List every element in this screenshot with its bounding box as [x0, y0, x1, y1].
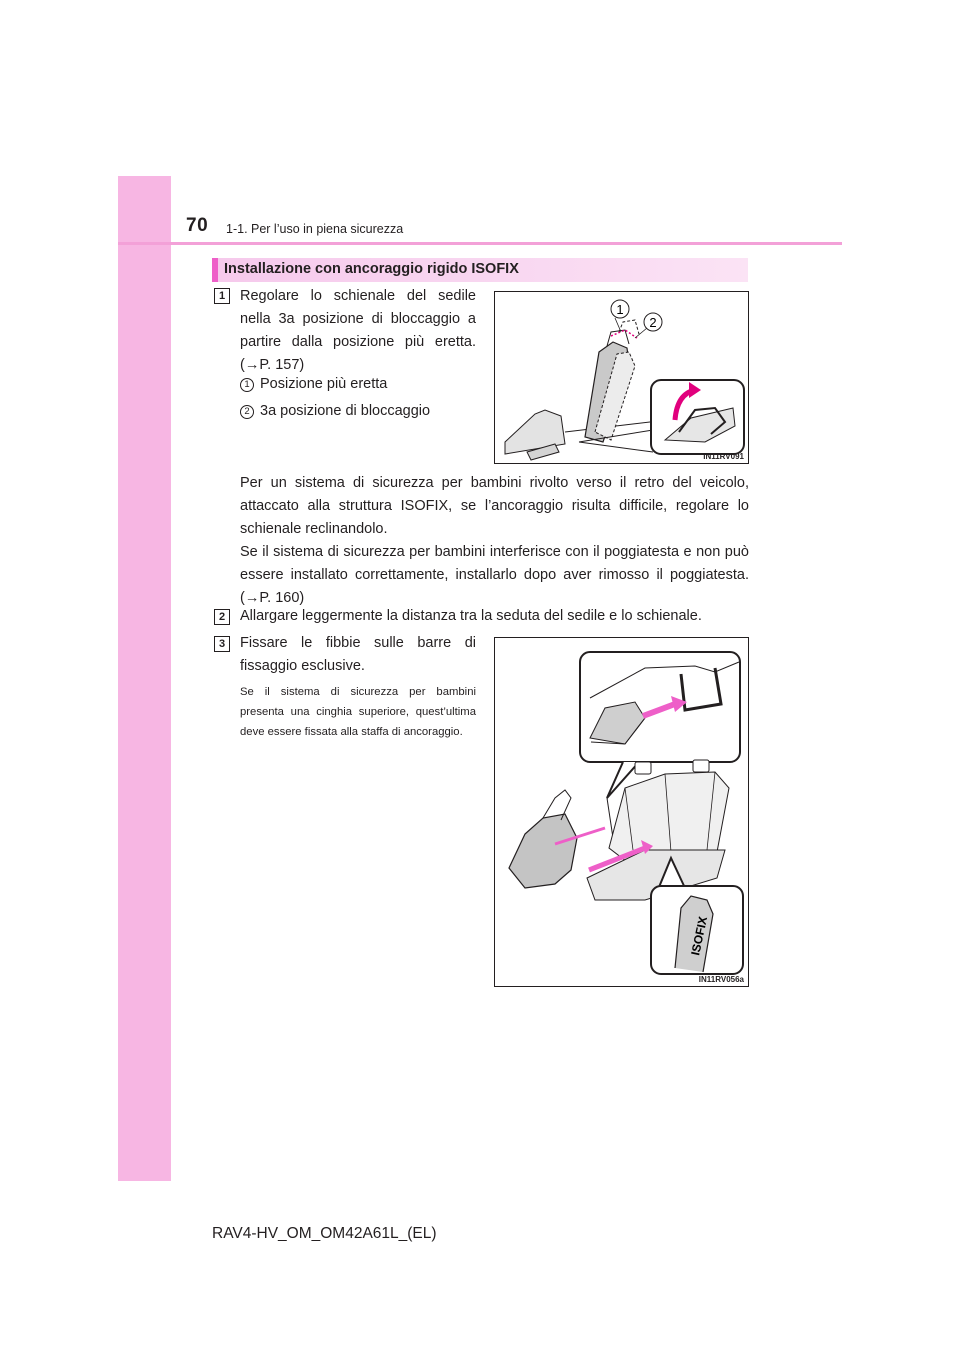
step-3-badge: 3 [214, 636, 230, 652]
document-footer: RAV4-HV_OM_OM42A61L_(EL) [212, 1225, 437, 1242]
subheading-accent [212, 258, 218, 282]
callout-1-line [240, 376, 387, 392]
step-1-note-1: Per un sistema di sicurezza per bambini rivolto verso il retro del veicolo, attaccato alla struttura ISOFIX, se l’ancoraggio risulta difficile, regolare lo schienale reclinandolo. [240, 475, 749, 537]
page-number: 70 [186, 215, 209, 236]
subheading-box [212, 258, 748, 282]
seat-recline-illustration [495, 292, 749, 464]
figure-seat-recline [494, 291, 749, 464]
callout-1-label: Posizione più eretta [260, 376, 388, 392]
figure-isofix-install [494, 637, 749, 987]
step-2-badge: 2 [214, 609, 230, 625]
step-2-text: Allargare leggermente la distanza tra la seduta del sedile e lo schienale. [240, 608, 702, 624]
callout-2-line [240, 403, 430, 419]
step-1-text: Regolare lo schienale del sedile nella 3a posizione di bloccaggio a partire dalla posizione più eretta. (→P. 157) [240, 288, 476, 373]
isofix-install-illustration [495, 638, 749, 987]
isofix-label: ISOFIX [688, 915, 711, 957]
callout-2-number: 2 [240, 405, 254, 419]
side-tab-band [118, 176, 171, 1181]
step-1-badge: 1 [214, 288, 230, 304]
fig1-callout-2: 2 [649, 315, 657, 330]
section-title: 1-1. Per l’uso in piena sicurezza [226, 222, 404, 236]
subheading-text: Installazione con ancoraggio rigido ISOFIX [224, 261, 519, 277]
figure-2-code: IN11RV056a [698, 975, 744, 984]
figure-1-code: IN11RV091 [703, 452, 744, 461]
callout-1-number: 1 [240, 378, 254, 392]
step-3-text: Fissare le fibbie sulle barre di fissaggio esclusive. [240, 635, 476, 674]
step-1-note-2: Se il sistema di sicurezza per bambini interferisce con il poggiatesta e non può essere installato correttamente, installarlo dopo aver rimosso il poggiatesta. (→P. 160) [240, 544, 749, 606]
header-rule [118, 242, 842, 245]
step-3-small-note: Se il sistema di sicurezza per bambini presenta una cinghia superiore, quest’ultima deve essere fissata alla staffa di ancoraggio. [240, 686, 476, 738]
callout-2-label: 3a posizione di bloccaggio [260, 403, 431, 419]
fig1-callout-1: 1 [616, 302, 624, 317]
